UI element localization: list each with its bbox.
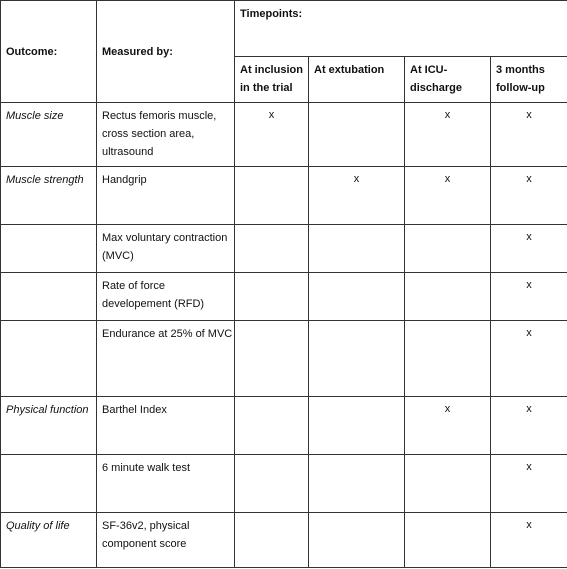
header-tp-extubation: At extubation (309, 57, 405, 103)
mark-cell (309, 513, 405, 568)
table-row (1, 455, 567, 513)
outcome-cell: Muscle strength (1, 167, 97, 225)
mark-cell: x (491, 513, 567, 568)
mark-cell (405, 321, 491, 397)
mark-cell (405, 455, 491, 513)
outcome-cell: Physical function (1, 397, 97, 455)
mark-cell (405, 273, 491, 321)
header-measured-by: Measured by: (97, 1, 235, 103)
header-tp-inclusion: At inclusion in the trial (235, 57, 309, 103)
mark-cell: x (309, 167, 405, 225)
mark-cell: x (491, 167, 567, 225)
outcome-cell (1, 321, 97, 397)
measure-cell: 6 minute walk test (97, 455, 235, 513)
mark-cell: x (491, 103, 567, 167)
header-tp-3-months: 3 months follow-up (491, 57, 567, 103)
mark-cell (309, 225, 405, 273)
mark-cell: x (405, 167, 491, 225)
table-row (1, 103, 567, 167)
mark-cell (235, 167, 309, 225)
measure-cell: Handgrip (97, 167, 235, 225)
outcome-cell: Quality of life (1, 513, 97, 568)
measure-cell: Barthel Index (97, 397, 235, 455)
mark-cell: x (491, 455, 567, 513)
mark-cell (235, 397, 309, 455)
table-row (1, 513, 567, 568)
mark-cell (405, 513, 491, 568)
measure-cell: SF-36v2, physical component score (97, 513, 235, 568)
outcome-cell: Muscle size (1, 103, 97, 167)
header-timepoints: Timepoints: (235, 1, 567, 57)
outcome-cell (1, 273, 97, 321)
mark-cell (309, 103, 405, 167)
measure-cell: Rectus femoris muscle, cross section area, ultrasound (97, 103, 235, 167)
outcome-cell (1, 225, 97, 273)
mark-cell (309, 455, 405, 513)
mark-cell (235, 225, 309, 273)
mark-cell (235, 321, 309, 397)
mark-cell (309, 273, 405, 321)
mark-cell: x (491, 397, 567, 455)
outcome-cell (1, 455, 97, 513)
mark-cell (235, 455, 309, 513)
table-row (1, 273, 567, 321)
mark-cell (235, 273, 309, 321)
header-outcome: Outcome: (1, 1, 97, 103)
measure-cell: Endurance at 25% of MVC (97, 321, 235, 397)
mark-cell (309, 397, 405, 455)
mark-cell: x (405, 103, 491, 167)
mark-cell: x (491, 225, 567, 273)
measure-cell: Max voluntary contraction (MVC) (97, 225, 235, 273)
mark-cell (235, 513, 309, 568)
table-row (1, 167, 567, 225)
table-row (1, 397, 567, 455)
header-tp-icu-discharge: At ICU-discharge (405, 57, 491, 103)
mark-cell: x (405, 397, 491, 455)
table-row (1, 225, 567, 273)
mark-cell: x (491, 273, 567, 321)
mark-cell (309, 321, 405, 397)
header-row-top (1, 1, 567, 57)
measure-cell: Rate of force developement (RFD) (97, 273, 235, 321)
table-row (1, 321, 567, 397)
mark-cell: x (235, 103, 309, 167)
mark-cell (405, 225, 491, 273)
mark-cell: x (491, 321, 567, 397)
